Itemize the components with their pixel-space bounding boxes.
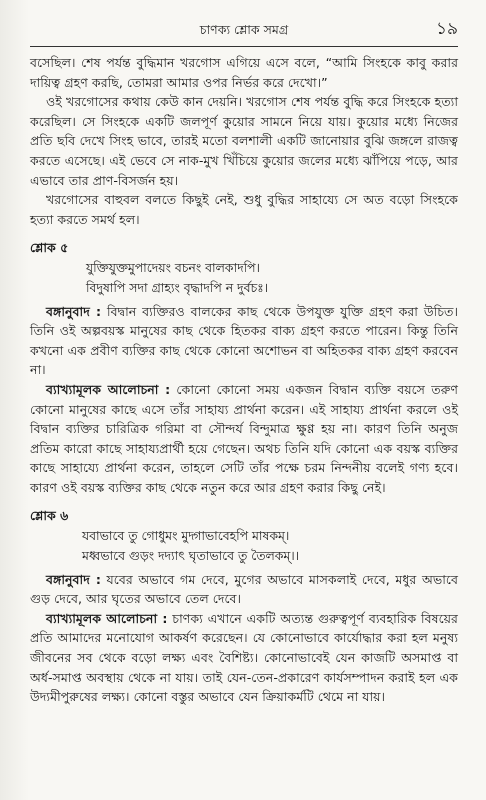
commentary-text: চাণক্য এখানে একটি অত্যন্ত গুরুত্বপূর্ণ ব্যবহারিক বিষয়ের প্রতি আমাদের মনোযোগ আকর্ষণ করেছেন। যে কোনোভাবে কার্যোদ্ধার করা হল মনুষ্য জীবনের সব থেকে বড়ো লক্ষ্য এবং বৈশিষ্ট্য। কোনোভাবেই যেন কাজটি অসমাপ্ত বা অর্ধ-সমাপ্ত অবস্থায় থেকে না যায়। তাই যেন-তেন-প্রকারেণ কার্যসম্পাদন করাই হল এক উদ্যমীপুরুষের লক্ষ্য। কোনো বস্তুর অভাবে যেন ক্রিয়াকর্মটি থেমে না যায়। bbox=[30, 610, 458, 705]
translation-label: বঙ্গানুবাদ : bbox=[46, 571, 101, 587]
running-title: চাণক্য শ্লোক সমগ্র bbox=[199, 22, 289, 37]
page-number: ১৯ bbox=[435, 19, 458, 39]
commentary-text: কোনো কোনো সময় একজন বিদ্বান ব্যক্তি বয়সে তরুণ কোনো মানুষের কাছে এসে তাঁর সাহায্য প্রার্থনা করেন। এই সাহায্য প্রার্থনা করলে ওই বিদ্বান ব্যক্তির চারিত্রিক গরিমা বা সৌন্দর্য বিন্দুমাত্র ক্ষুণ্ণ হয় না। কারণ তিনি অনুজ প্রতিম কারো কাছে সাহায্যপ্রার্থী হয়ে গেছেন। অথচ তিনি যদি কোনো এক বয়স্ক ব্যক্তির কাছে সাহায্যে প্রার্থনা করেন, তাহলে সেটি তাঁর পক্ষে চরম নিন্দনীয় বলেই গণ্য হবে। কারণ ওই বয়স্ক ব্যক্তির কাছ থেকে নতুন করে আর গ্রহণ করার কিছু নেই। bbox=[30, 381, 458, 495]
story-paragraph-3: খরগোসের বাহুবল বলতে কিছুই নেই, শুধু বুদ্ধির সাহায্যে সে অত বড়ো সিংহকে হত্যা করতে সমর্থ হল। bbox=[30, 192, 458, 227]
shloka-5-translation bbox=[30, 302, 458, 380]
shloka-6-label: শ্লোক ৬ bbox=[30, 508, 69, 524]
shloka-6-translation bbox=[30, 570, 458, 609]
shloka-5-verse-line-1: যুক্তিযুক্তমুপাদেয়ং বচনং বালকাদপি। bbox=[86, 260, 260, 276]
shloka-6-verse-line-2: মধ্বভাবে গুড়ং দদ্যাৎ ঘৃতাভাবে তু তৈলকম্।। bbox=[82, 548, 300, 564]
story-paragraph-2: ওই খরগোসের কথায় কেউ কান দেয়নি। খরগোস শেষ পর্যন্ত বুদ্ধি করে সিংহকে হত্যা করেছিল। সে সিংহকে একটি জলপূর্ণ কুয়োর সামনে নিয়ে যায়। কুয়োর মধ্যে নিজের প্রতি ছবি দেখে সিংহ ভাবে, তারই মতো বলশালী একটি জানোয়ার বুঝি জঙ্গলে রাজত্ব করতে এসেছে। এই ভেবে সে নাক-মুখ খিঁচিয়ে কুয়োর জলের মধ্যে ঝাঁপিয়ে পড়ে, আর এভাবে তার প্রাণ-বিসর্জন হয়। bbox=[30, 94, 458, 188]
commentary-label: ব্যাখ্যামূলক আলোচনা : bbox=[46, 610, 168, 626]
shloka-5-commentary bbox=[30, 380, 458, 498]
shloka-6-verse-line-1: যবাভাবে তু গোধুমং মুদ্গাভাবেহপি মাষকম্। bbox=[82, 528, 290, 544]
translation-label: বঙ্গানুবাদ : bbox=[46, 303, 102, 319]
story-paragraph-1: বসেছিল। শেষ পর্যন্ত বুদ্ধিমান খরগোস এগিয়ে এসে বলে, “আমি সিংহকে কাবু করার দায়িত্ব গ্রহণ করছি, তোমরা আমার ওপর নির্ভর করে দেখো।” bbox=[30, 55, 458, 90]
shloka-5-verse-line-2: বিদুষাপি সদা গ্রাহ্যং বৃদ্ধাদপি ন দুর্বচঃ। bbox=[86, 279, 269, 295]
page-header bbox=[30, 12, 458, 47]
translation-text: যবের অভাবে গম দেবে, মুগের অভাবে মাসকলাই দেবে, মধুর অভাবে গুড় দেবে, আর ঘৃতের অভাবে তেল দেবে। bbox=[30, 571, 458, 607]
translation-text: বিদ্বান ব্যক্তিরও বালকের কাছ থেকে উপযুক্ত যুক্তি গ্রহণ করা উচিত। তিনি ওই অল্পবয়স্ক মানুষের কাছ থেকে হিতকর বাক্য গ্রহণ করতে পারেন। কিন্তু তিনি কখনো এক প্রবীণ ব্যক্তির কাছ থেকে কোনো অশোভন বা অহিতকর বাক্য গ্রহণ করবেন না। bbox=[30, 303, 458, 378]
shloka-6-commentary bbox=[30, 609, 458, 707]
commentary-label: ব্যাখ্যামূলক আলোচনা : bbox=[46, 381, 171, 397]
shloka-5-label: শ্লোক ৫ bbox=[30, 240, 69, 256]
